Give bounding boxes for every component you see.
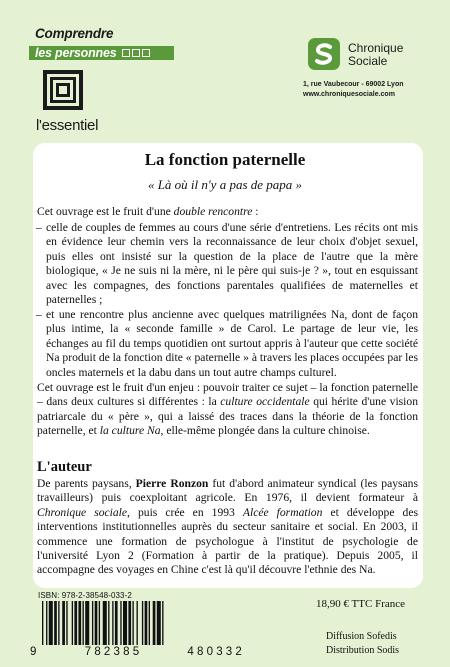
publisher-name-line2: Sociale <box>348 54 388 68</box>
barcode-digits-left: 782385 <box>84 646 143 658</box>
barcode-digits <box>30 646 245 658</box>
distribution-line-1: Diffusion Sofedis <box>326 631 397 642</box>
nested-squares-icon <box>43 70 83 110</box>
publisher-name-line1: Chronique <box>348 41 404 55</box>
distribution-block <box>326 630 399 658</box>
isbn-label: ISBN: 978-2-38548-033-2 <box>38 591 132 600</box>
summary-bullet-1: – celle de couples de femmes au cours d'une série d'entretiens. Les récits ont mis en évidence leur chemin vers la reconnaissance de leur choix d'objet sexuel, puis elles ont insisté sur la question de la place de l'autre que la mère biologique, « Je ne suis ni la mère, ni le père qui suis-je ? », tout en esquissant avec les compagnes, des fonctions parentales qualifiées de maternelles et paternelles ; <box>36 221 418 307</box>
publisher-address: 1, rue Vaubecour - 69002 Lyon <box>303 81 404 88</box>
author-heading: L'auteur <box>37 459 92 475</box>
author-name: Pierre Ronzon <box>135 477 209 490</box>
distribution-line-2: Distribution Sodis <box>326 645 400 656</box>
barcode-icon <box>36 601 241 649</box>
culture-na-italic: la culture Na <box>99 424 161 438</box>
publisher-name <box>348 42 403 68</box>
series-title: Comprendre <box>35 26 114 41</box>
series-banner <box>29 46 174 60</box>
author-bio: De parents paysans, Pierre Ronzon fut d'abord animateur syndical (les paysans travailleurs) puis coexploitant agricole. En 1976, il devient formateur à Chronique sociale, puis crée en 1993 Alcée formation et développe des interventions institutionnelles auprès du secteur sanitaire et social. En 2003, il commence une formation de psychologue à l'institut de psychologie de l'université Lyon 2 (Formation à partir de la pratique). Depuis 2005, il accompagne des voyages en Chine c'est là qu'il découvre l'ethnie des Na. <box>37 477 418 577</box>
chronique-sociale-logo-icon <box>308 38 340 70</box>
series-subtitle: les personnes <box>35 46 117 60</box>
publisher-website: www.chroniquesociale.com <box>303 91 395 98</box>
summary-intro: Cet ouvrage est le fruit d'une double rencontre : <box>37 205 259 218</box>
price-label: 18,90 € TTC France <box>316 598 406 610</box>
summary-bullet-2: – et une rencontre plus ancienne avec quelques matrilignées Na, dont de façon plus intime, la « seconde famille » de Carol. Le partage de leur vie, les échanges au fil du temps quotidien ont surtout appris à l'auteur que cette société Na produit de la fonction dite « paternelle » à travers les places occupées par les oncles maternels et la dabu dans un tout autre champs culturel. <box>36 308 418 379</box>
publisher-address-block <box>303 80 404 100</box>
summary-paragraph-2: Cet ouvrage est le fruit d'un enjeu : pouvoir traiter ce sujet – la fonction paternelle – dans deux cultures si différentes : la culture occidentale qui hérite d'une vision patriarcale du « père », qui a laissé des traces dans la théorie de la fonction paternelle, et la culture Na, elle-même plongée dans la culture chinoise. <box>37 381 418 438</box>
book-title: La fonction paternelle <box>144 150 306 169</box>
series-squares-icon <box>122 49 150 57</box>
barcode-digits-right: 480332 <box>187 646 245 658</box>
barcode-digit-prefix: 9 <box>30 646 40 658</box>
culture-occidentale-italic: culture occidentale <box>220 395 310 409</box>
collection-name: l'essentiel <box>36 117 99 134</box>
book-subtitle: « Là où il n'y a pas de papa » <box>147 177 303 192</box>
summary-intro-italic: double rencontre <box>173 205 253 218</box>
